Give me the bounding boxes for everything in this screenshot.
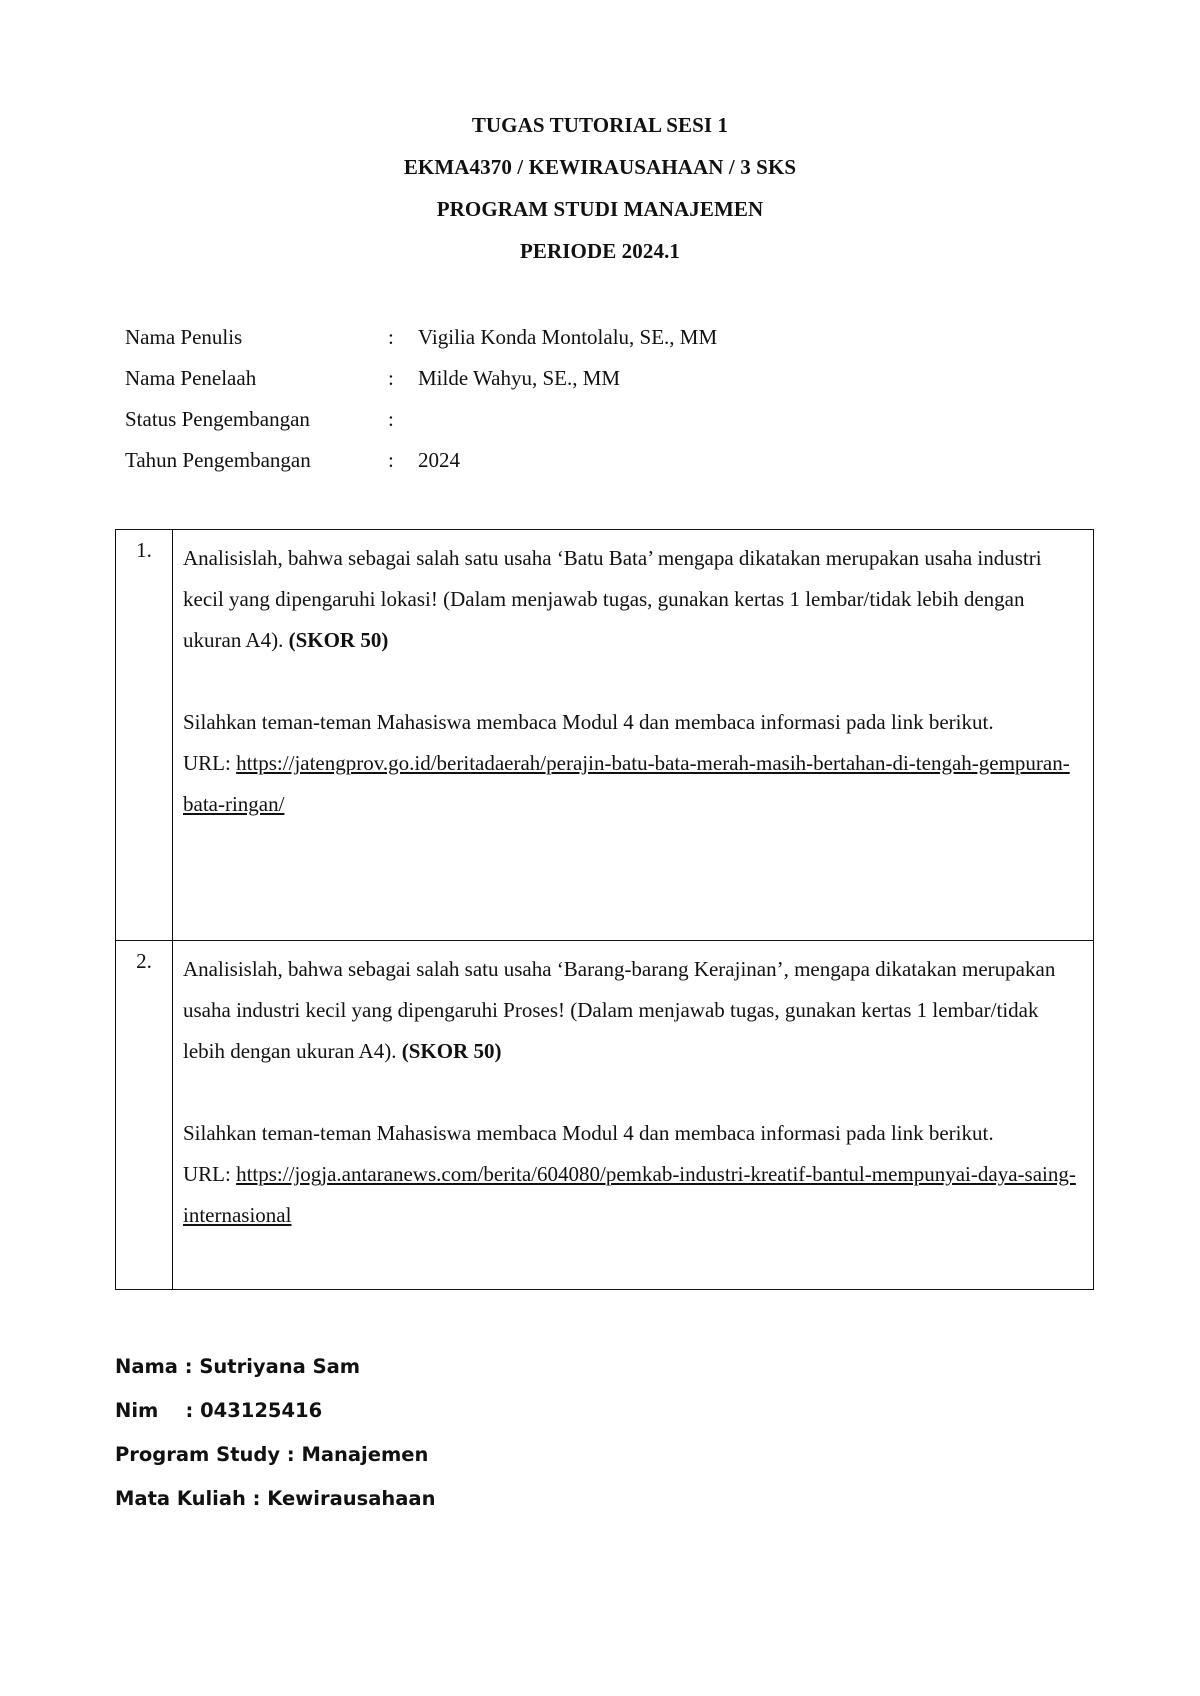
task-number: 2. bbox=[116, 941, 173, 1290]
student-program: Program Study : Manajemen bbox=[115, 1443, 429, 1466]
task-table bbox=[115, 529, 1094, 1290]
document-header bbox=[0, 112, 1200, 280]
meta-colon: : bbox=[388, 366, 394, 390]
student-info bbox=[115, 1345, 435, 1521]
task-number: 1. bbox=[116, 530, 173, 941]
meta-label: Status Pengembangan bbox=[125, 407, 310, 431]
meta-label: Nama Penulis bbox=[125, 325, 243, 349]
student-nim: Nim : 043125416 bbox=[115, 1399, 323, 1422]
question-text: Analisislah, bahwa sebagai salah satu usaha ‘Batu Bata’ mengapa dikatakan merupakan usaha industri kecil yang dipengaruhi lokasi! (Dalam menjawab tugas, gunakan kertas 1 lembar/tidak lebih dengan ukuran A4). bbox=[183, 546, 1042, 652]
url-label: URL: bbox=[183, 1162, 237, 1186]
meta-label: Tahun Pengembangan bbox=[125, 448, 311, 472]
url-link[interactable]: https://jatengprov.go.id/beritadaerah/perajin-batu-bata-merah-masih-bertahan-di-tengah-gempuran-bata-ringan/ bbox=[183, 751, 1070, 816]
student-course: Mata Kuliah : Kewirausahaan bbox=[115, 1487, 436, 1510]
meta-row-reviewer bbox=[125, 366, 717, 407]
header-title: TUGAS TUTORIAL SESI 1 bbox=[471, 113, 729, 137]
task-url bbox=[183, 1154, 1083, 1236]
task-question bbox=[183, 949, 1083, 1072]
meta-value: Milde Wahyu, SE., MM bbox=[418, 366, 621, 390]
header-program: PROGRAM STUDI MANAJEMEN bbox=[436, 197, 764, 221]
score-label: (SKOR 50) bbox=[401, 1039, 502, 1063]
student-name: Nama : Sutriyana Sam bbox=[115, 1355, 361, 1378]
meta-label: Nama Penelaah bbox=[125, 366, 257, 390]
meta-colon: : bbox=[388, 325, 394, 349]
header-period: PERIODE 2024.1 bbox=[519, 239, 681, 263]
meta-row-author bbox=[125, 325, 717, 366]
task-row bbox=[116, 530, 1094, 941]
meta-row-year bbox=[125, 448, 717, 489]
spacer bbox=[183, 1072, 1083, 1113]
meta-colon: : bbox=[388, 407, 394, 431]
url-label: URL: bbox=[183, 751, 237, 775]
url-link[interactable]: https://jogja.antaranews.com/berita/604080/pemkab-industri-kreatif-bantul-mempunyai-daya-saing-internasional bbox=[183, 1162, 1076, 1227]
meta-colon: : bbox=[388, 448, 394, 472]
task-row bbox=[116, 941, 1094, 1290]
task-question bbox=[183, 538, 1083, 661]
task-url bbox=[183, 743, 1083, 825]
document-metadata bbox=[125, 325, 717, 489]
meta-value: 2024 bbox=[418, 448, 460, 472]
score-label: (SKOR 50) bbox=[288, 628, 389, 652]
task-instruction: Silahkan teman-teman Mahasiswa membaca Modul 4 dan membaca informasi pada link berikut. bbox=[183, 710, 994, 734]
question-text: Analisislah, bahwa sebagai salah satu usaha ‘Barang-barang Kerajinan’, mengapa dikatakan merupakan usaha industri kecil yang dipengaruhi Proses! (Dalam menjawab tugas, gunakan kertas 1 lembar/tidak lebih dengan ukuran A4). bbox=[183, 957, 1056, 1063]
task-instruction: Silahkan teman-teman Mahasiswa membaca Modul 4 dan membaca informasi pada link berikut. bbox=[183, 1121, 994, 1145]
spacer bbox=[183, 661, 1083, 702]
meta-value: Vigilia Konda Montolalu, SE., MM bbox=[418, 325, 718, 349]
header-course: EKMA4370 / KEWIRAUSAHAAN / 3 SKS bbox=[403, 155, 797, 179]
meta-row-status bbox=[125, 407, 717, 448]
task-content bbox=[173, 941, 1094, 1290]
task-content bbox=[173, 530, 1094, 941]
